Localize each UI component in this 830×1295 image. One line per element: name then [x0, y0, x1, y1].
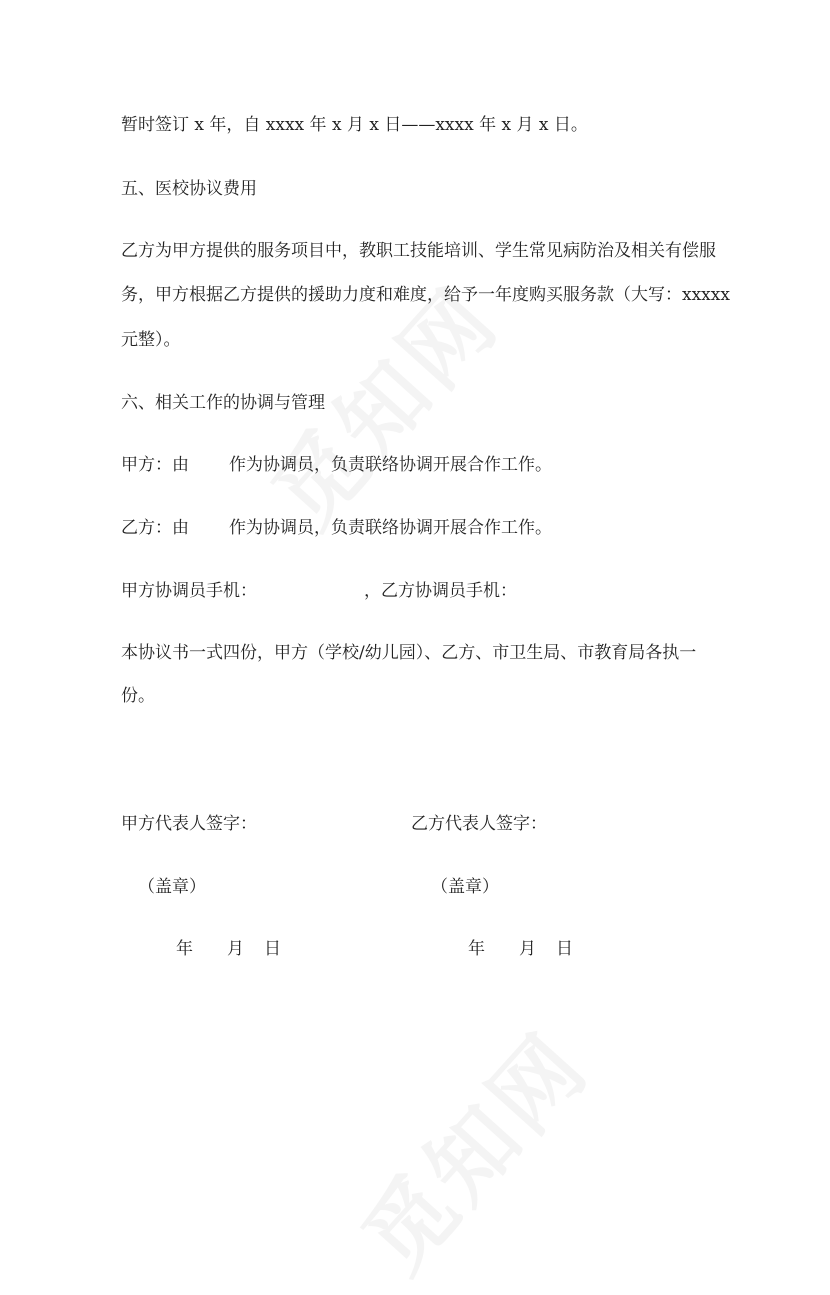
- copies-line1: 本协议书一式四份，甲方（学校/幼儿园）、乙方、市卫生局、市教育局各执一: [121, 643, 697, 663]
- section6-title: 六、相关工作的协调与管理: [121, 393, 325, 413]
- coordinator-phones: [121, 580, 517, 602]
- party-a-coordinator: [121, 454, 552, 476]
- term-text: 暂时签订 x 年，自 xxxx 年 x 月 x 日——xxxx 年 x 月 x 日。: [121, 115, 588, 135]
- copies-line2: 份。: [121, 686, 155, 706]
- party-a-sign-label: 甲方代表人签字：: [121, 814, 257, 834]
- party-a-month: 月: [227, 939, 244, 959]
- watermark-bottom: [330, 1001, 612, 1295]
- section5-line3: 元整）。: [121, 330, 181, 350]
- party-b-month: 月: [519, 939, 536, 959]
- party-a-seal: （盖章）: [138, 877, 206, 897]
- party-b-seal: （盖章）: [431, 877, 499, 897]
- party-a-prefix: 甲方：由: [121, 455, 189, 475]
- party-b-prefix: 乙方：由: [121, 518, 189, 538]
- party-b-coordinator: [121, 517, 552, 539]
- party-a-day: 日: [264, 939, 281, 959]
- phone-a-label: 甲方协调员手机：: [121, 581, 257, 601]
- party-b-suffix: 作为协调员，负责联络协调开展合作工作。: [229, 518, 552, 538]
- party-a-suffix: 作为协调员，负责联络协调开展合作工作。: [229, 455, 552, 475]
- party-b-day: 日: [556, 939, 573, 959]
- party-a-date: [176, 938, 281, 960]
- party-b-sign-label: 乙方代表人签字：: [411, 814, 547, 834]
- section5-line2: 务，甲方根据乙方提供的援助力度和难度，给予一年度购买服务款（大写：xxxxx: [121, 285, 730, 305]
- party-b-year: 年: [468, 939, 485, 959]
- party-b-date: [468, 938, 573, 960]
- party-a-year: 年: [176, 939, 193, 959]
- section5-title: 五、医校协议费用: [121, 179, 257, 199]
- phone-b-label: ，乙方协调员手机：: [364, 581, 517, 601]
- section5-line1: 乙方为甲方提供的服务项目中，教职工技能培训、学生常见病防治及相关有偿服: [121, 241, 716, 261]
